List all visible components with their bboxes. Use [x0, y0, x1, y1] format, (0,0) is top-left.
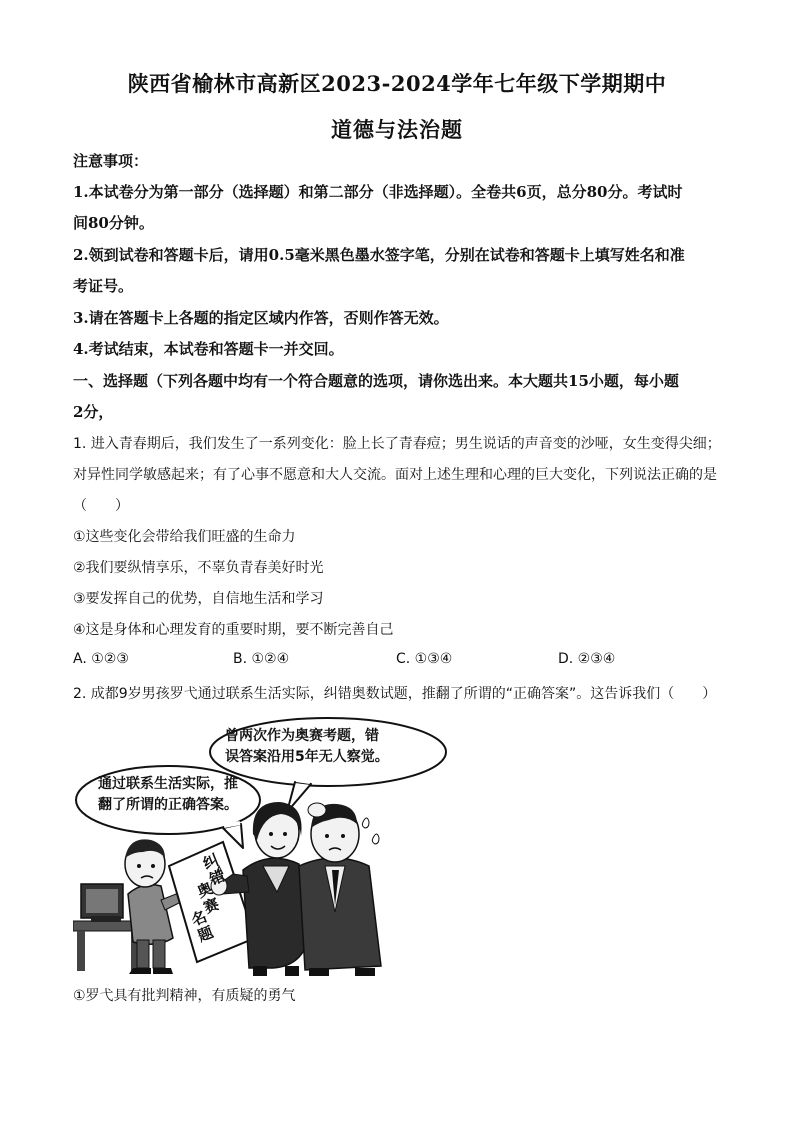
q2-statement-1: ①罗弋具有批判精神，有质疑的勇气 [73, 988, 296, 1004]
exam-subject: 道德与法治题 [331, 117, 463, 142]
notice-item-1-line-2: 间80分钟。 [73, 214, 154, 232]
notice-item-3: 3.请在答题卡上各题的指定区域内作答，否则作答无效。 [73, 309, 449, 327]
sign-column-2: 奥赛 [194, 878, 222, 918]
q2-cartoon [73, 716, 453, 978]
exam-title: 陕西省榆林市高新区2023-2024学年七年级下学期期中 [127, 71, 667, 96]
bubble-right-line-2: 误答案沿用5年无人察觉。 [225, 749, 389, 765]
q1-option-d: D. ②③④ [558, 651, 616, 667]
section-heading-line-1: 一、选择题（下列各题中均有一个符合题意的选项，请你选出来。本大题共15小题，每小题 [73, 372, 679, 390]
sign-column-3: 名题 [188, 907, 216, 946]
q1-stem-line-3: （ ） [73, 498, 129, 514]
boy-figure [73, 839, 185, 974]
q1-option-c: C. ①③④ [396, 651, 453, 667]
man-figure [299, 803, 381, 976]
q1-statement-2: ②我们要纵情享乐，不辜负青春美好时光 [73, 560, 324, 576]
q1-option-b: B. ①②④ [233, 651, 290, 667]
q2-stem-line-1: 2. 成都9岁男孩罗弋通过联系生活实际，纠错奥数试题，推翻了所谓的“正确答案”。这告诉我们（ ） [73, 686, 717, 702]
q1-stem-line-2: 对异性同学敏感起来；有了心事不愿意和大人交流。面对上述生理和心理的巨大变化，下列说法正确的是 [73, 467, 717, 483]
q1-option-a: A. ①②③ [73, 651, 129, 667]
notice-heading: 注意事项： [73, 152, 149, 170]
bubble-left-line-1: 通过联系生活实际，推 [98, 776, 238, 792]
section-heading-line-2: 2分， [73, 403, 114, 421]
notice-item-4: 4.考试结束，本试卷和答题卡一并交回。 [73, 340, 344, 358]
bubble-right-line-1: 曾两次作为奥赛考题，错 [225, 728, 379, 744]
q1-stem-line-1: 1. 进入青春期后，我们发生了一系列变化：脸上长了青春痘；男生说话的声音变的沙哑，女生变得尖细； [73, 436, 721, 452]
q1-statement-1: ①这些变化会带给我们旺盛的生命力 [73, 529, 296, 545]
notice-item-1-line-1: 1.本试卷分为第一部分（选择题）和第二部分（非选择题）。全卷共6页，总分80分。考试时 [73, 183, 683, 201]
q1-statement-4: ④这是身体和心理发育的重要时期，要不断完善自己 [73, 622, 394, 638]
q1-statement-3: ③要发挥自己的优势，自信地生活和学习 [73, 591, 324, 607]
notice-item-2-line-1: 2.领到试卷和答题卡后，请用0.5毫米黑色墨水签字笔，分别在试卷和答题卡上填写姓名和准 [73, 246, 685, 264]
notice-item-2-line-2: 考证号。 [73, 277, 134, 295]
sign-column-1: 纠错 [200, 850, 228, 889]
bubble-left-line-2: 翻了所谓的正确答案。 [98, 797, 238, 813]
